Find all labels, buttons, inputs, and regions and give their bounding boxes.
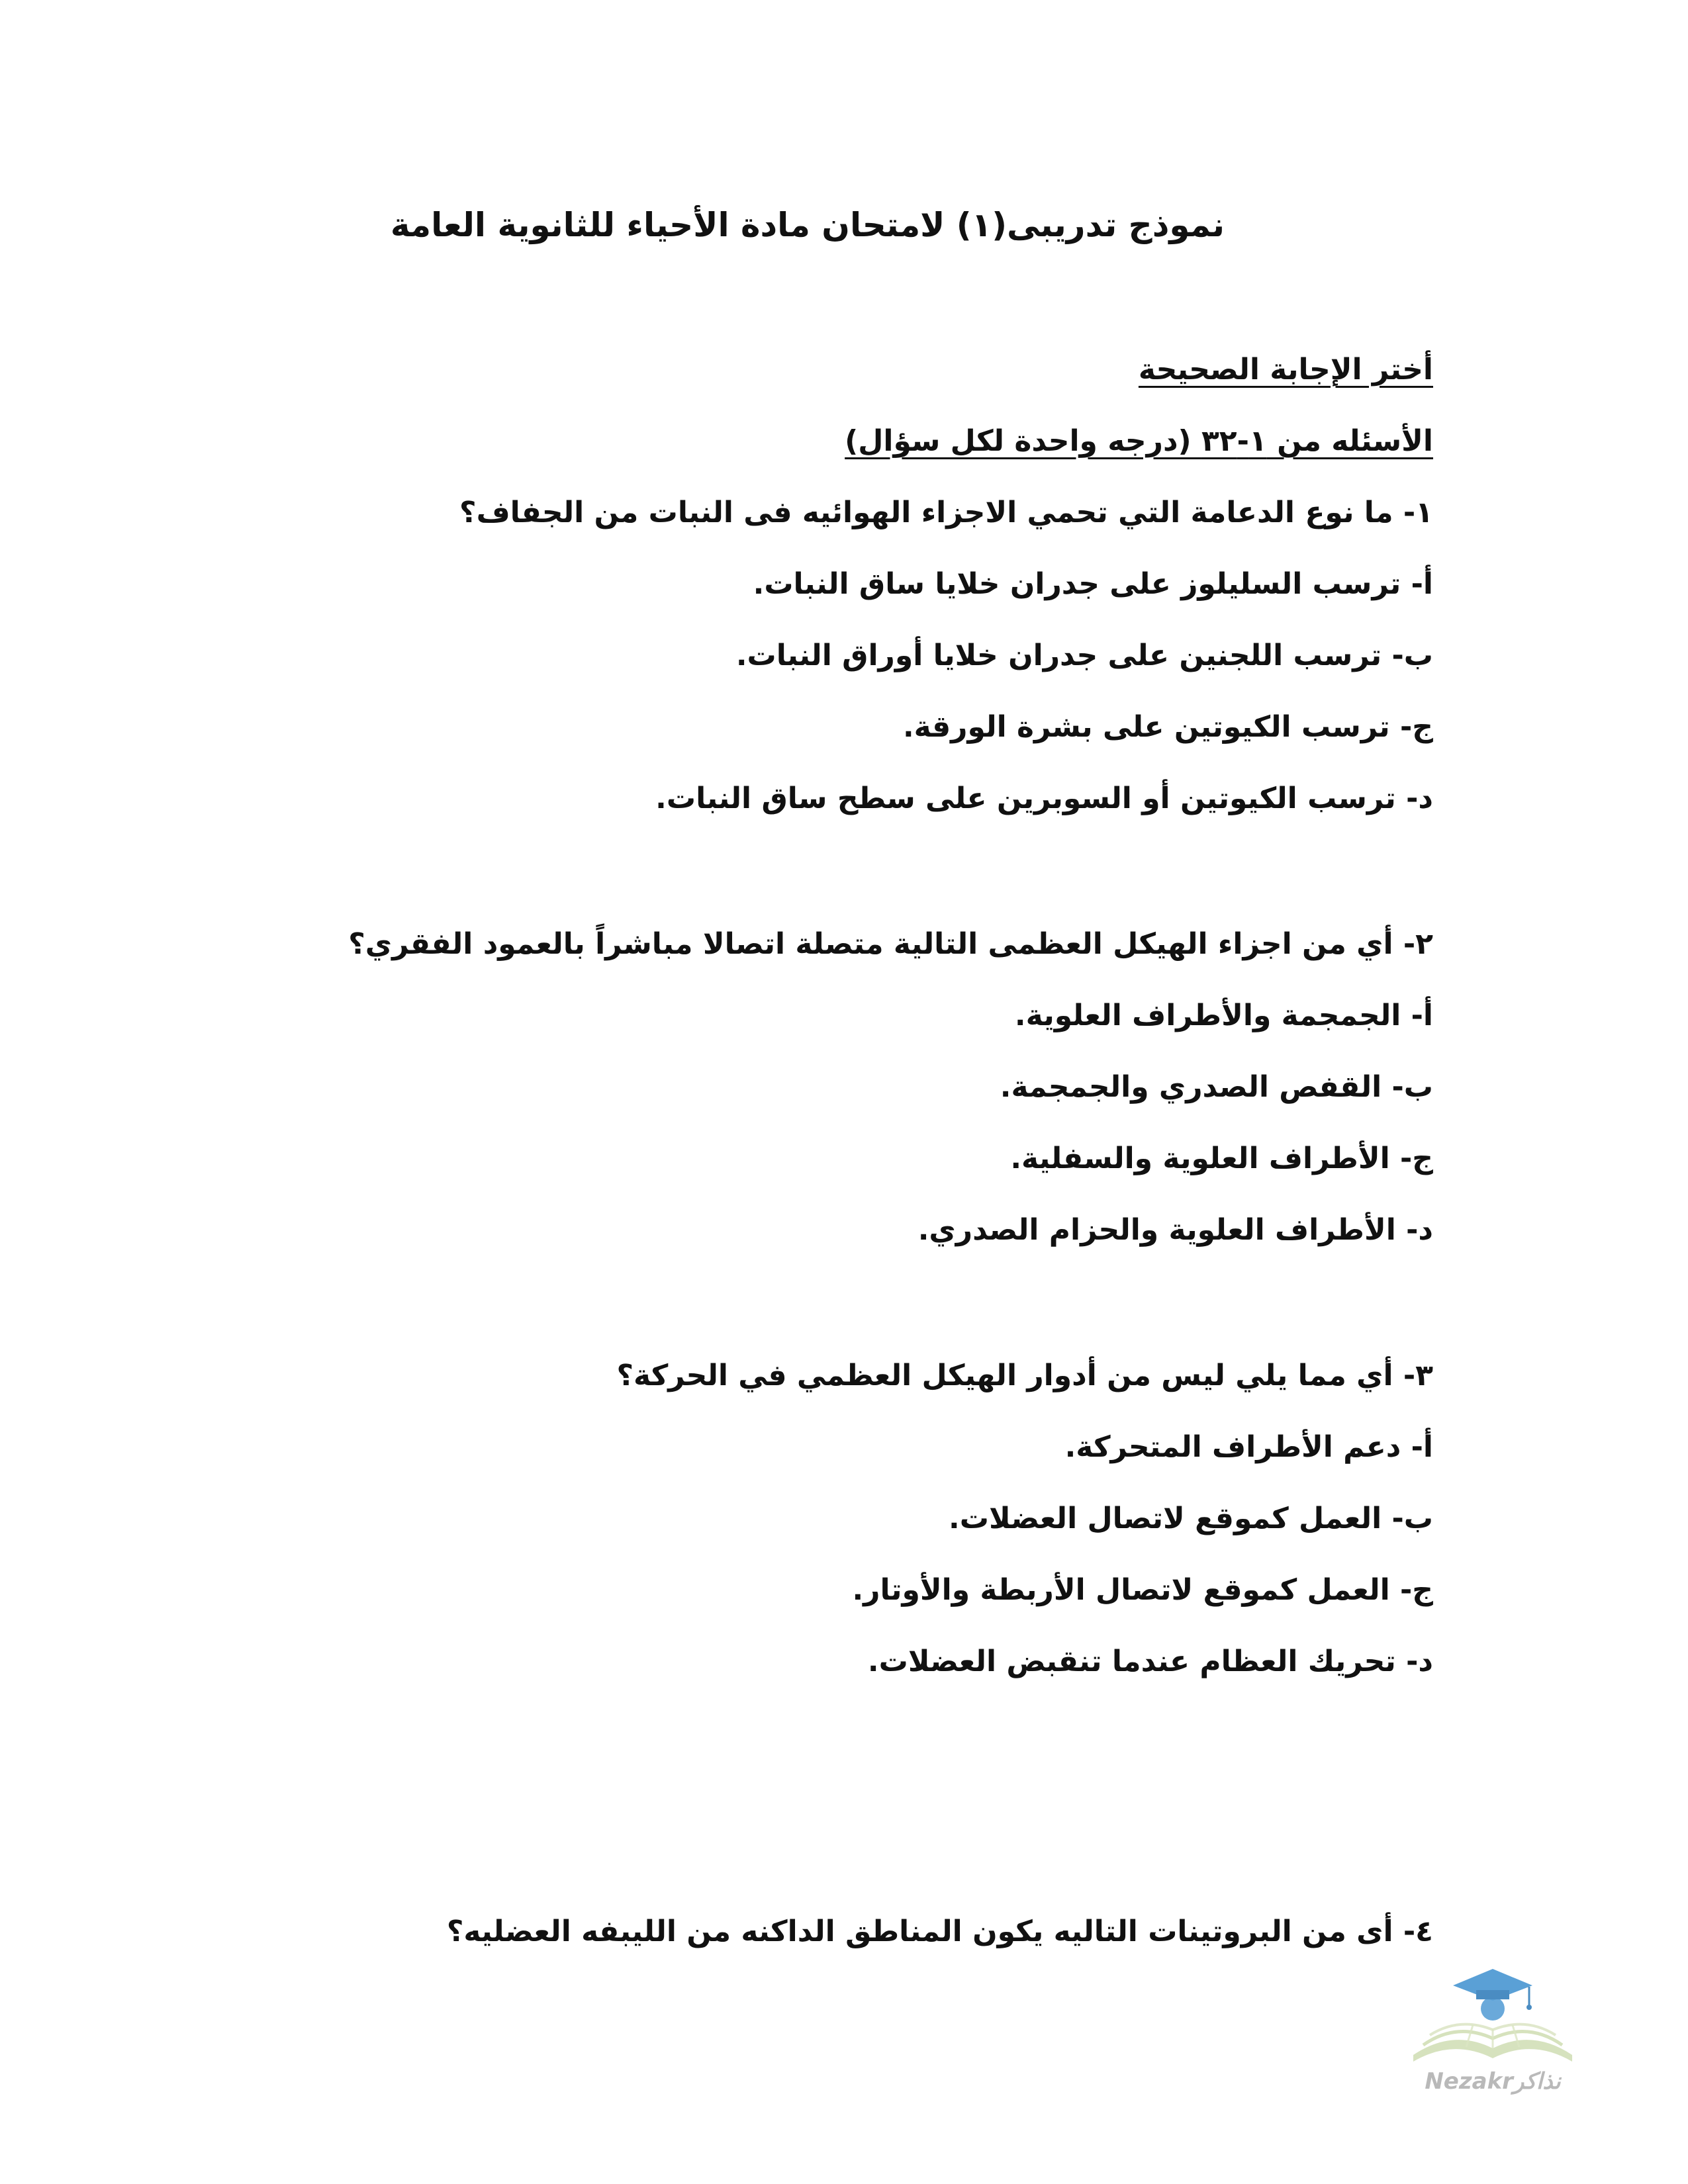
answer-option: د- ترسب الكيوتين أو السوبرين على سطح ساق النبات. bbox=[655, 782, 1433, 815]
question-3 bbox=[242, 1340, 1433, 1698]
answer-option: ب- القفص الصدري والجمجمة. bbox=[1000, 1070, 1433, 1104]
spacer bbox=[242, 835, 1433, 909]
answer-option: د- تحريك العظام عندما تنقبض العضلات. bbox=[867, 1645, 1433, 1678]
answer-option: ج- ترسب الكيوتين على بشرة الورقة. bbox=[902, 710, 1433, 744]
question-1 bbox=[242, 477, 1433, 835]
question-4 bbox=[242, 1896, 1433, 1968]
answer-option: أ- الجمجمة والأطراف العلوية. bbox=[1014, 999, 1433, 1032]
answer-option: ج- الأطراف العلوية والسفلية. bbox=[1010, 1142, 1433, 1175]
question-text: ٢- أي من اجزاء الهيكل العظمى التالية متصلة اتصالا مباشراً بالعمود الفقري؟ bbox=[348, 927, 1433, 961]
question-text: ٣- أي مما يلي ليس من أدوار الهيكل العظمي في الحركة؟ bbox=[616, 1359, 1433, 1392]
answer-option: أ- ترسب السليلوز على جدران خلايا ساق النبات. bbox=[753, 567, 1433, 601]
instruction-heading: أختر الإجابة الصحيحة bbox=[1138, 353, 1433, 387]
spacer bbox=[242, 1266, 1433, 1340]
nezakr-watermark-logo bbox=[1393, 1956, 1592, 2101]
answer-option: ج- العمل كموقع لاتصال الأربطة والأوتار. bbox=[852, 1573, 1433, 1607]
answer-option: د- الأطراف العلوية والحزام الصدري. bbox=[917, 1213, 1433, 1247]
answer-option: أ- دعم الأطراف المتحركة. bbox=[1064, 1430, 1433, 1464]
watermark-text: Nezakrنذاكر bbox=[1425, 2068, 1561, 2095]
question-2 bbox=[242, 909, 1433, 1266]
exam-content bbox=[242, 334, 1433, 1968]
question-text: ٤- أى من البروتينات التاليه يكون المناطق الداكنه من الليبفه العضليه؟ bbox=[446, 1915, 1433, 1948]
scoring-note: الأسئله من ١-٣٢ (درجه واحدة لكل سؤال) bbox=[845, 424, 1433, 458]
question-text: ١- ما نوع الدعامة التي تحمي الاجزاء الهوائيه فى النبات من الجفاف؟ bbox=[459, 496, 1433, 529]
answer-option: ب- العمل كموقع لاتصال العضلات. bbox=[949, 1502, 1433, 1535]
page-title: نموذج تدريبى(١) لامتحان مادة الأحياء للثانوية العامة bbox=[390, 206, 1225, 244]
spacer bbox=[242, 1698, 1433, 1896]
answer-option: ب- ترسب اللجنين على جدران خلايا أوراق النبات. bbox=[735, 639, 1433, 672]
graduation-cap-book-icon bbox=[1393, 1956, 1592, 2068]
